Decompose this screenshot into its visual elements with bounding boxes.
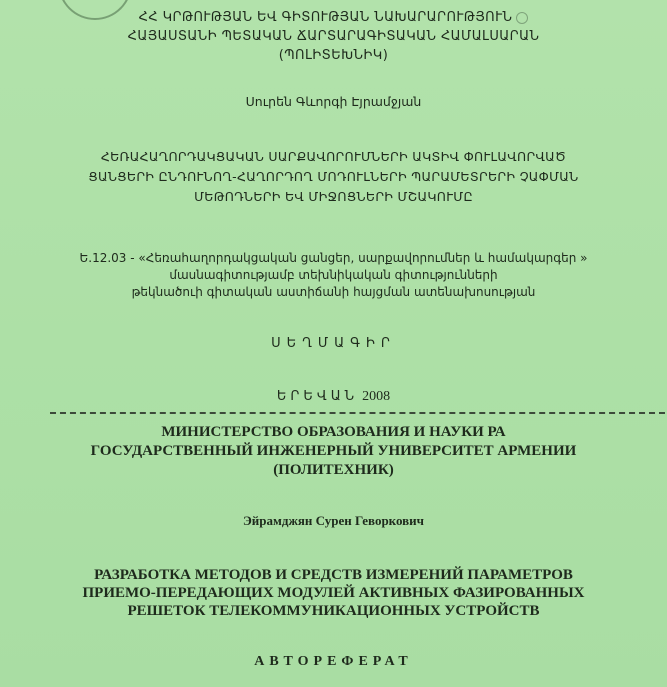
- armenian-specialty: [0, 250, 667, 301]
- armenian-title-line-3: ՄԵԹՈԴՆԵՐԻ ԵՎ ՄԻՋՈՑՆԵՐԻ ՄՇԱԿՈՒՄԸ: [194, 189, 473, 204]
- armenian-city-year: [0, 388, 667, 406]
- armenian-title-line-1: ՀԵՌԱՀԱՂՈՐԴԱԿՑԱԿԱՆ ՍԱՐՔԱՎՈՐՈՒՄՆԵՐԻ ԱԿՏԻՎ ՓՈՒԼԱՎՈՐՎԱԾ: [100, 149, 567, 164]
- armenian-specialty-line-3: թեկնածուի գիտական աստիճանի հայցման ատենախոսության: [131, 285, 536, 299]
- russian-ministry-line-3: (ПОЛИТЕХНИК): [273, 462, 394, 478]
- russian-thesis-title: [0, 566, 667, 620]
- armenian-ministry-line-3: (ՊՈԼԻՏԵԽՆԻԿ): [278, 48, 389, 63]
- armenian-year: 2008: [362, 389, 391, 404]
- armenian-city: ԵՐԵՎԱՆ: [276, 389, 359, 404]
- russian-title-line-2: ПРИЕМО-ПЕРЕДАЮЩИХ МОДУЛЕЙ АКТИВНЫХ ФАЗИРОВАННЫХ: [82, 585, 585, 601]
- armenian-ministry-header: [0, 8, 667, 65]
- russian-author-name: Эйрамджян Сурен Геворкович: [242, 513, 425, 528]
- russian-ministry-header: [0, 423, 667, 480]
- russian-title-line-1: РАЗРАБОТКА МЕТОДОВ И СРЕДСТВ ИЗМЕРЕНИЙ ПАРАМЕТРОВ: [94, 567, 573, 583]
- armenian-ministry-line-1: ՀՀ ԿՐԹՈՒԹՅԱՆ ԵՎ ԳԻՏՈՒԹՅԱՆ ՆԱԽԱՐԱՐՈՒԹՅՈՒՆ: [138, 10, 513, 25]
- russian-title-line-3: РЕШЕТОК ТЕЛЕКОММУНИКАЦИОННЫХ УСТРОЙСТВ: [127, 603, 540, 619]
- armenian-thesis-title: [0, 147, 667, 207]
- russian-abstract-label: АВТОРЕФЕРАТ: [254, 654, 413, 669]
- armenian-specialty-line-1: Ե.12.03 - «Հեռահաղորդակցական ցանցեր, սարքավորումներ և համակարգեր »: [79, 251, 588, 265]
- armenian-specialty-line-2: մասնագիտությամբ տեխնիկական գիտությունների: [169, 268, 498, 282]
- russian-ministry-line-2: ГОСУДАРСТВЕННЫЙ ИНЖЕНЕРНЫЙ УНИВЕРСИТЕТ АРМЕНИИ: [90, 443, 577, 459]
- armenian-author-name: Սուրեն Գևորգի Էյրամջյան: [245, 94, 422, 109]
- armenian-title-line-2: ՑԱՆՑԵՐԻ ԸՆԴՈՒՆՈՂ-ՀԱՂՈՐԴՈՂ ՄՈԴՈՒԼՆԵՐԻ ՊԱՐԱՄԵՏՐԵՐԻ ՉԱՓՄԱՆ: [88, 169, 579, 184]
- armenian-ministry-line-2: ՀԱՅԱՍՏԱՆԻ ՊԵՏԱԿԱՆ ՃԱՐՏԱՐԱԳԻՏԱԿԱՆ ՀԱՄԱԼՍԱՐԱՆ: [127, 29, 540, 44]
- armenian-abstract-label: ՍԵՂՄԱԳԻՐ: [271, 336, 396, 351]
- stamp-icon: [516, 12, 528, 24]
- russian-ministry-line-1: МИНИСТЕРСТВО ОБРАЗОВАНИЯ И НАУКИ РА: [161, 424, 506, 440]
- section-divider: [50, 412, 665, 414]
